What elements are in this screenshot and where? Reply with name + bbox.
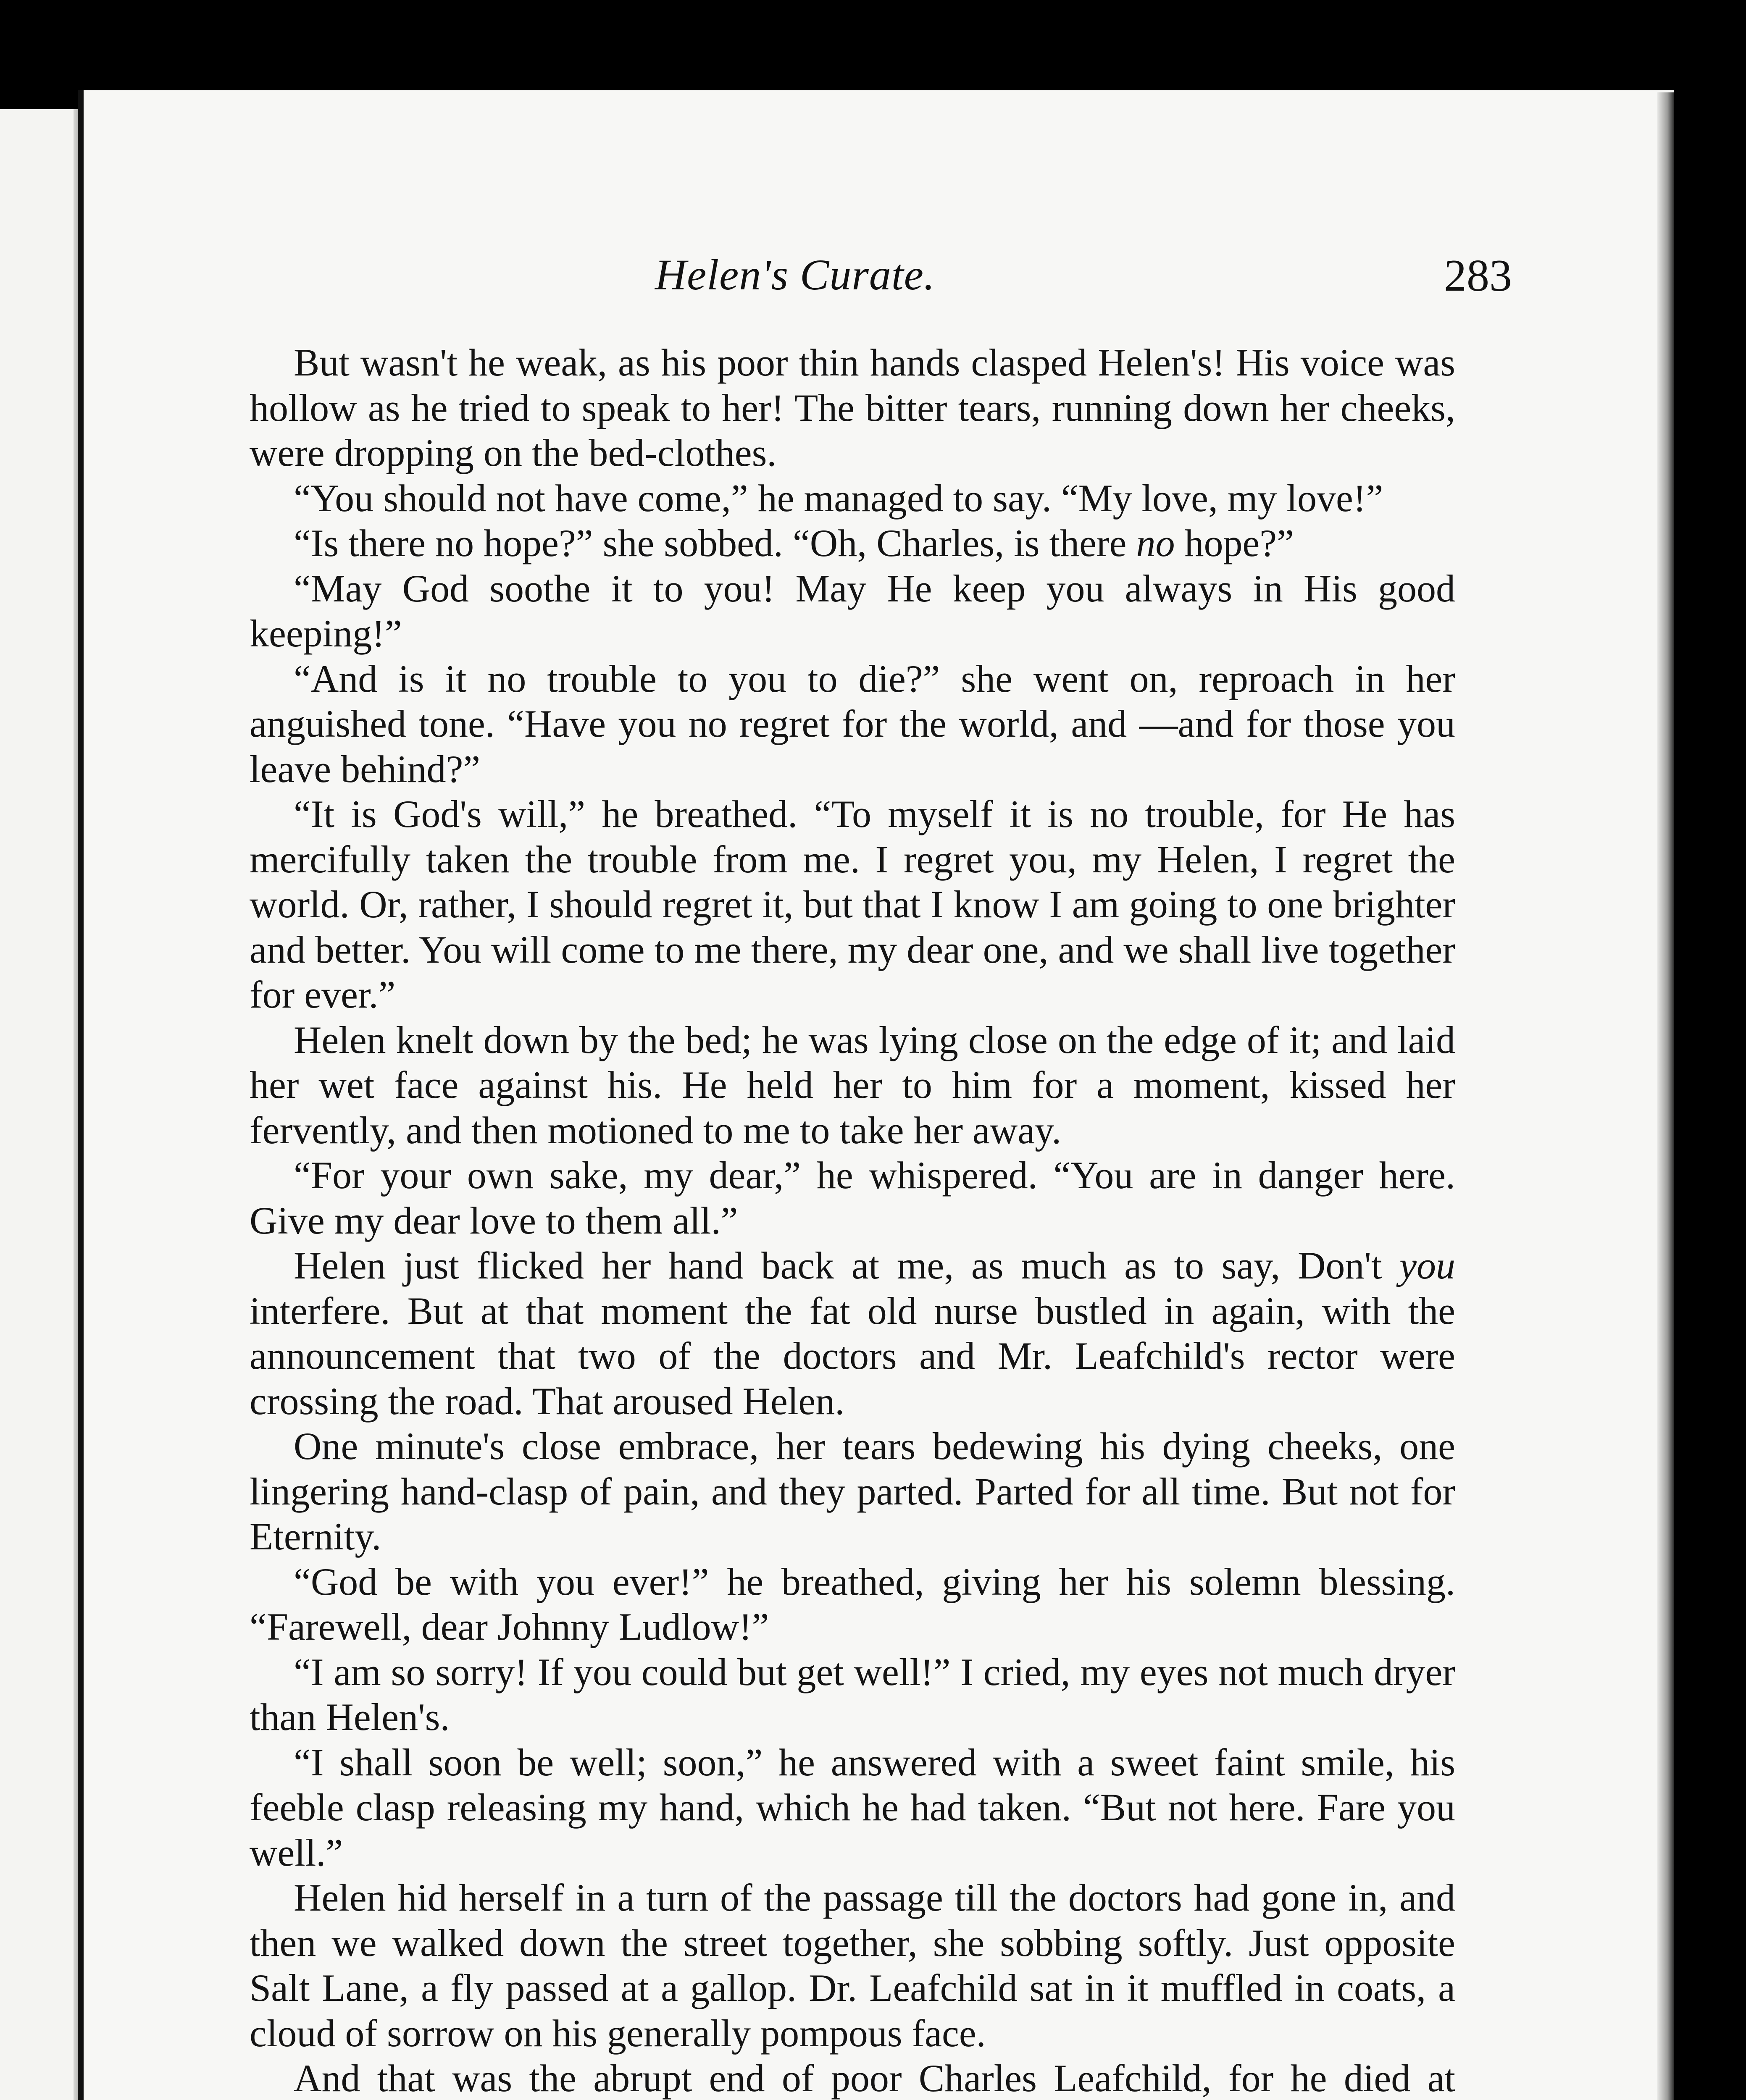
running-title: Helen's Curate. xyxy=(655,251,935,299)
paragraph: “It is God's will,” he breathed. “To myself it is no trouble, for He has mercifully taken the trouble from me. I regret you, my Helen, I regret the world. Or, rather, I should regret it, but that I know I am going to one brighter and better. You will come to me there, my dear one, and we shall live together for ever.” xyxy=(250,793,1455,1016)
paragraph: “For your own sake, my dear,” he whispered. “You are in danger here. Give my dear love to them all.” xyxy=(250,1154,1455,1242)
page-header xyxy=(84,250,1680,334)
emphasis: no xyxy=(1136,522,1175,564)
paragraph: “Is there no hope?” she sobbed. “Oh, Charles, is there no hope?” xyxy=(294,522,1294,564)
paragraph: Helen knelt down by the bed; he was lying close on the edge of it; and laid her wet face against his. He held her to him for a moment, kissed her fervently, and then motioned to me to take her away. xyxy=(250,1018,1455,1152)
paragraph: “God be with you ever!” he breathed, giving her his solemn blessing. “Farewell, dear Johnny Ludlow!” xyxy=(250,1560,1455,1648)
paragraph: “I am so sorry! If you could but get well!” I cried, my eyes not much dryer than Helen's. xyxy=(250,1650,1455,1738)
paragraph: But wasn't he weak, as his poor thin hands clasped Helen's! His voice was hollow as he tried to speak to her! The bitter tears, running down her cheeks, were dropping on the bed-clothes. xyxy=(250,341,1455,474)
facing-page-edge xyxy=(0,109,89,2100)
book-page xyxy=(78,90,1674,2100)
paragraph: “May God soothe it to you! May He keep you always in His good keeping!” xyxy=(250,567,1455,655)
paragraph: Helen hid herself in a turn of the passage till the doctors had gone in, and then we walked down the street together, she sobbing softly. Just opposite Salt Lane, a fly passed at a gallop. Dr. Leafchild sat in it muffled in coats, a cloud of sorrow on his generally pompous face. xyxy=(250,1876,1455,2055)
paragraph: Helen just flicked her hand back at me, as much as to say, Don't you interfere. But at that moment the fat old nurse bustled in again, with the announcement that two of the doctors and Mr. Leafchild's rector were crossing the road. That aroused Helen. xyxy=(250,1244,1455,1423)
paragraph: “And is it no trouble to you to die?” she went on, reproach in her anguished tone. “Have you no regret for the world, and —and for those you leave behind?” xyxy=(250,657,1455,790)
paragraph: One minute's close embrace, her tears bedewing his dying cheeks, one lingering hand-clasp of pain, and they parted. Parted for all time. But not for Eternity. xyxy=(250,1425,1455,1558)
page-number: 283 xyxy=(1444,251,1512,301)
emphasis: you xyxy=(1399,1244,1455,1287)
paragraph: “I shall soon be well; soon,” he answered with a sweet faint smile, his feeble clasp releasing my hand, which he had taken. “But not here. Fare you well.” xyxy=(250,1740,1455,1874)
page-fore-edge xyxy=(1657,92,1674,2100)
body-text xyxy=(250,340,1455,2100)
paragraph: “You should not have come,” he managed to say. “My love, my love!” xyxy=(294,476,1383,520)
paragraph: And that was the abrupt end of poor Charles Leafchild, for he died at xyxy=(294,2057,1455,2100)
